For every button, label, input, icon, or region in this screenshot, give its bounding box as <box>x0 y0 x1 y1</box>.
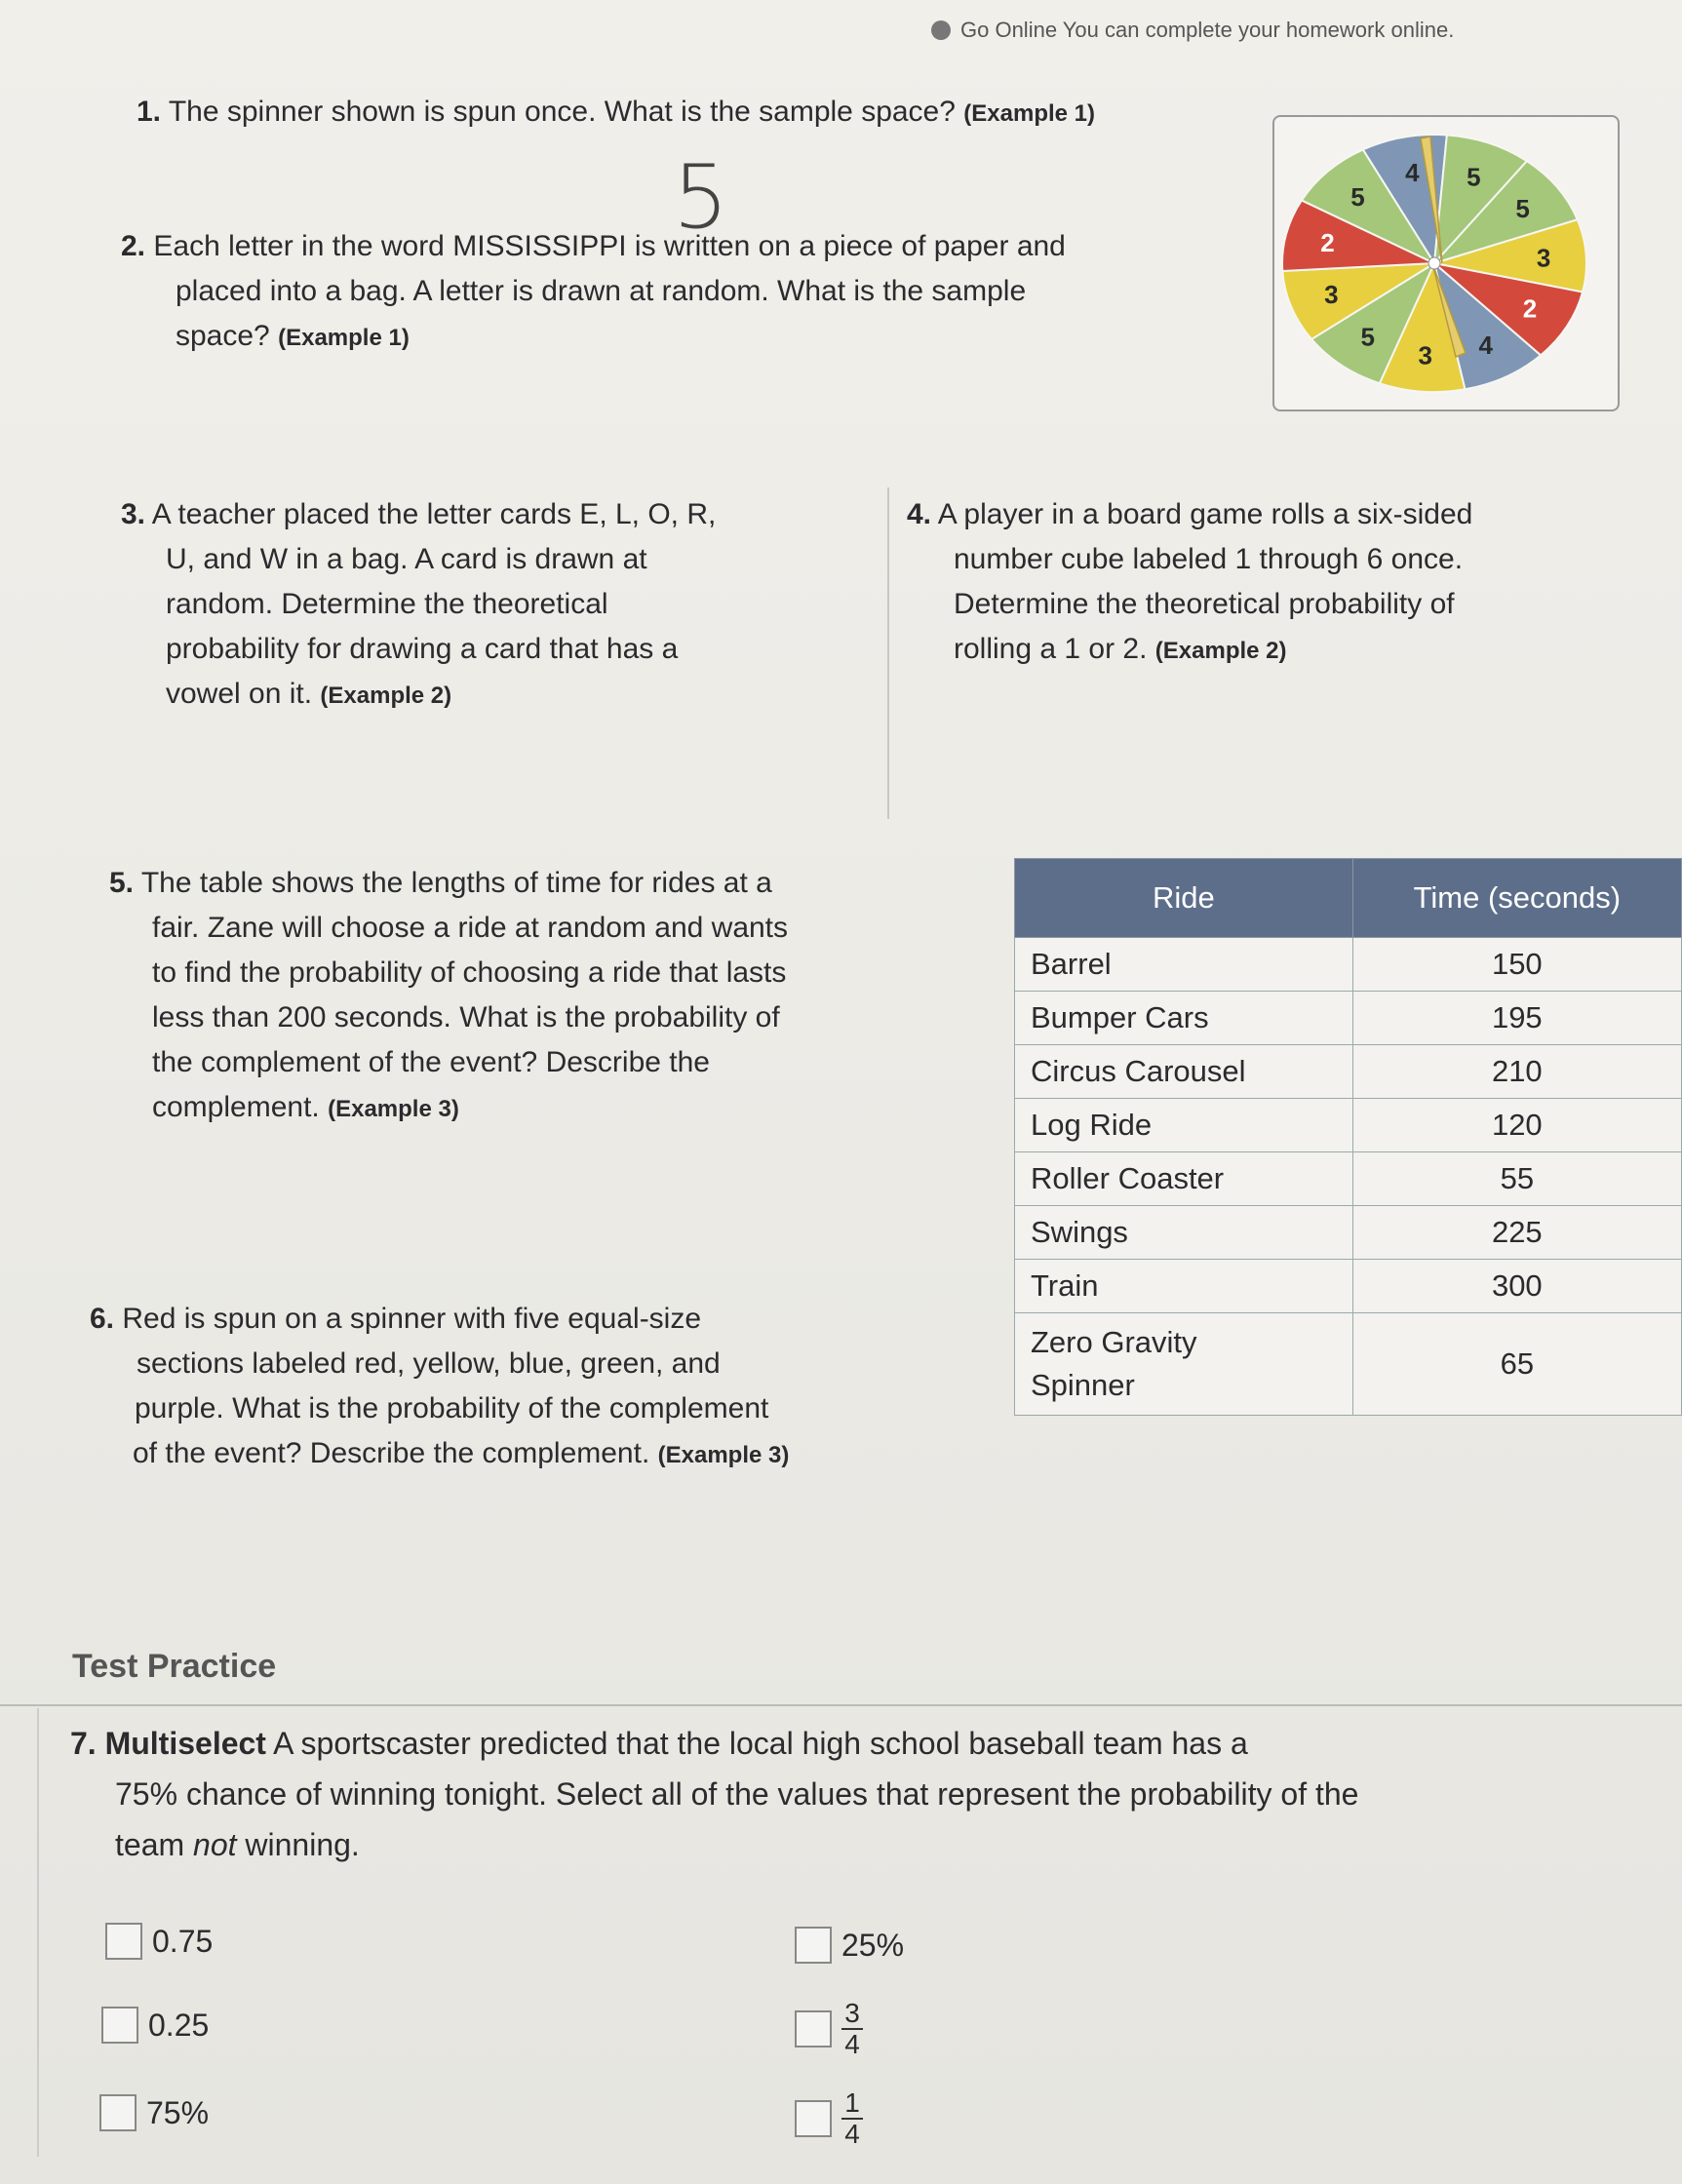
ride-column-header: Ride <box>1015 859 1353 938</box>
option-25-percent[interactable]: 25% <box>795 1927 904 1964</box>
rides-table <box>1014 858 1682 1416</box>
checkbox[interactable] <box>795 2100 832 2137</box>
ride-cell: Zero Gravity Spinner <box>1015 1313 1353 1416</box>
time-cell: 55 <box>1352 1152 1681 1206</box>
question-5: 5. The table shows the lengths of time for rides at a fair. Zane will choose a ride at random and wants to find the probability of choosing a ride that lasts less than 200 seconds. What is the probability of the complement of the event? Describe the complement. (Example 3) <box>109 867 789 1123</box>
checkbox[interactable] <box>101 2007 138 2044</box>
table-row <box>1015 1045 1682 1099</box>
spinner-figure <box>1272 115 1620 411</box>
table-header-row <box>1015 859 1682 938</box>
spinner-sector-label: 3 <box>1324 280 1339 310</box>
question-4: 4. A player in a board game rolls a six-sided number cube labeled 1 through 6 once. Determine the theoretical probability of rolling a 1 or 2. (Example 2) <box>907 498 1473 665</box>
ride-cell: Log Ride <box>1015 1099 1353 1152</box>
spinner-sector-label: 2 <box>1320 227 1335 257</box>
table-row <box>1015 938 1682 992</box>
spinner-sector-label: 5 <box>1467 162 1481 192</box>
spinner-sector-label: 3 <box>1536 243 1551 273</box>
spinner-hub <box>1428 257 1440 269</box>
go-online-note: Go Online You can complete your homework online. <box>931 18 1454 43</box>
ride-cell: Train <box>1015 1260 1353 1313</box>
question-2: 2. Each letter in the word MISSISSIPPI is written on a piece of paper and placed into a bag. A letter is drawn at random. What is the sample space? (Example 1) <box>121 230 1066 352</box>
question-6: 6. Red is spun on a spinner with five equal-size sections labeled red, yellow, blue, green, and purple. What is the probability of the complement of the event? Describe the complement. (Example 3) <box>90 1303 790 1469</box>
table-row <box>1015 1313 1682 1416</box>
option-75-percent[interactable]: 75% <box>99 2094 209 2131</box>
option-three-fourths[interactable] <box>795 1999 863 2059</box>
column-divider <box>887 488 889 819</box>
table-row <box>1015 1260 1682 1313</box>
time-cell: 150 <box>1352 938 1681 992</box>
spinner-sector-label: 5 <box>1360 322 1375 352</box>
ride-cell: Roller Coaster <box>1015 1152 1353 1206</box>
checkbox[interactable] <box>795 2010 832 2048</box>
spinner-sector-label: 4 <box>1478 330 1493 360</box>
fraction-one-fourth: $\frac{1}{4}$ <box>841 2088 863 2149</box>
table-row <box>1015 992 1682 1045</box>
time-cell: 300 <box>1352 1260 1681 1313</box>
table-row <box>1015 1152 1682 1206</box>
ride-cell: Barrel <box>1015 938 1353 992</box>
time-cell: 120 <box>1352 1099 1681 1152</box>
checkbox[interactable] <box>99 2094 137 2131</box>
test-practice-heading: Test Practice <box>72 1648 277 1685</box>
spinner-sector-label: 5 <box>1350 182 1365 213</box>
spinner-sector-label: 3 <box>1418 340 1432 370</box>
handwritten-answer: 5 <box>673 146 729 249</box>
spinner-sector-label: 2 <box>1522 293 1538 324</box>
question-7: 7. Multiselect A sportscaster predicted that the local high school baseball team has a 75% chance of winning tonight. Select all of the values that represent the probability of the team not winning. <box>70 1726 1359 1862</box>
checkbox[interactable] <box>795 1927 832 1964</box>
time-cell: 195 <box>1352 992 1681 1045</box>
time-column-header: Time (seconds) <box>1352 859 1681 938</box>
time-cell: 65 <box>1352 1313 1681 1416</box>
option-one-fourth[interactable] <box>795 2088 863 2149</box>
table-row <box>1015 1206 1682 1260</box>
time-cell: 225 <box>1352 1206 1681 1260</box>
option-0-25[interactable]: 0.25 <box>101 2007 209 2044</box>
question-3: 3. A teacher placed the letter cards E, L, O, R, U, and W in a bag. A card is drawn at random. Determine the theoretical probability for drawing a card that has a vowel on it. (Example 2) <box>121 498 717 710</box>
section-divider <box>0 1704 1682 1706</box>
fraction-three-fourths: $\frac{3}{4}$ <box>841 1999 863 2059</box>
option-0-75[interactable]: 0.75 <box>105 1923 213 1960</box>
spinner-sector-label: 5 <box>1515 193 1530 223</box>
spinner-graphic <box>1274 117 1618 410</box>
ride-cell: Bumper Cars <box>1015 992 1353 1045</box>
checkbox[interactable] <box>105 1923 142 1960</box>
question-1: 1. The spinner shown is spun once. What is the sample space? (Example 1) <box>137 96 1095 128</box>
globe-icon <box>931 20 951 40</box>
ride-cell: Circus Carousel <box>1015 1045 1353 1099</box>
time-cell: 210 <box>1352 1045 1681 1099</box>
table-row <box>1015 1099 1682 1152</box>
ride-cell: Swings <box>1015 1206 1353 1260</box>
spinner-sector-label: 4 <box>1405 157 1420 187</box>
